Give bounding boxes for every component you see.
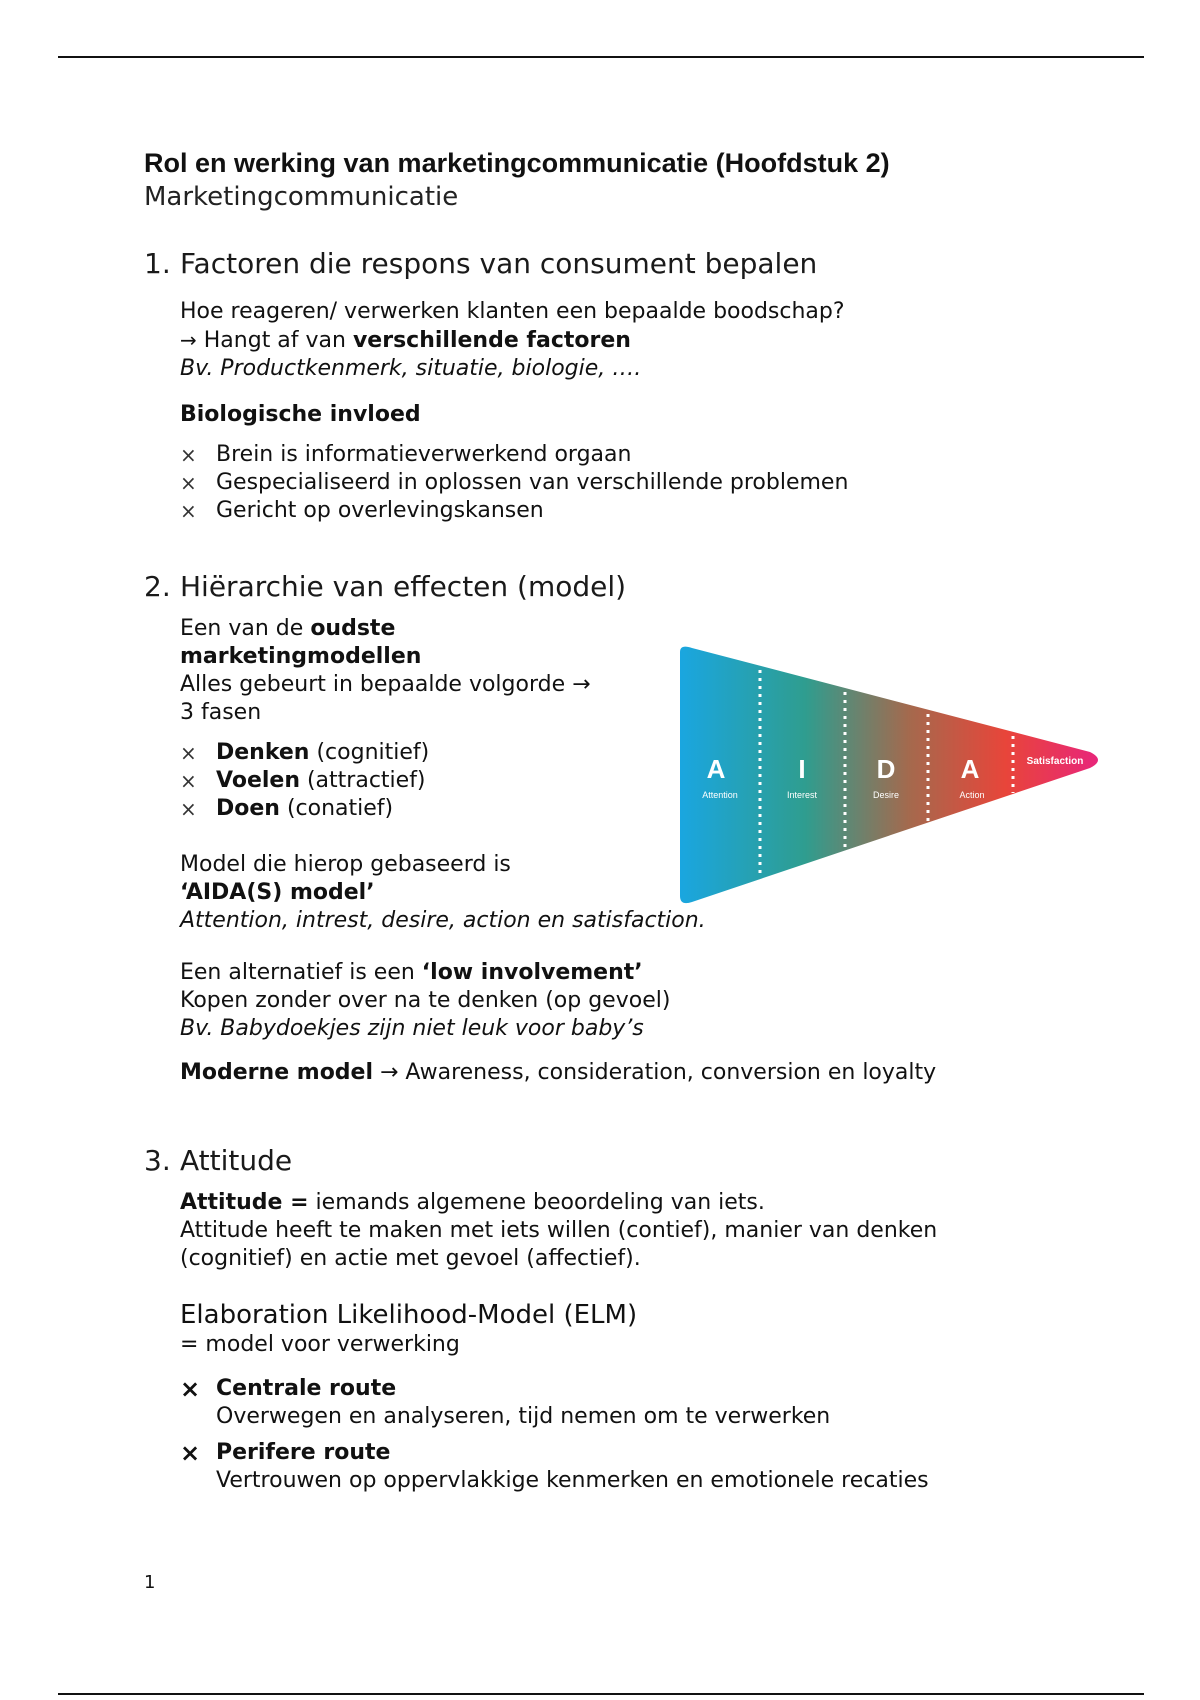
document-subtitle: Marketingcommunicatie <box>144 182 459 212</box>
model-description: Attention, intrest, desire, action en satisfaction. <box>180 908 706 933</box>
bio-heading: Biologische invloed <box>180 402 421 427</box>
list-item: × Gericht op overlevingskansen <box>180 498 544 523</box>
page-number: 1 <box>144 1572 156 1593</box>
alt-line-1: Een alternatief is een ‘low involvement’ <box>180 960 643 985</box>
attitude-line-3: (cognitief) en actie met gevoel (affectief). <box>180 1246 641 1271</box>
aida-label-action: Action <box>959 790 985 800</box>
top-rule <box>58 56 1144 58</box>
aida-funnel-diagram <box>670 640 1110 910</box>
alt-line-3: Bv. Babydoekjes zijn niet leuk voor baby’s <box>180 1016 644 1041</box>
list-item: × Denken (cognitief) <box>180 740 430 765</box>
section-1-number: 1. <box>144 247 171 280</box>
elm-subtitle: = model voor verwerking <box>180 1332 460 1357</box>
s2-line-4: 3 fasen <box>180 700 262 725</box>
document-title: Rol en werking van marketingcommunicatie (Hoofdstuk 2) <box>144 148 890 178</box>
aida-letter-attention: A <box>706 754 726 784</box>
cross-bullet-icon: × <box>180 443 197 467</box>
cross-bullet-icon: × <box>180 499 197 523</box>
section-3-body <box>180 1189 1104 1495</box>
s2-line-3: Alles gebeurt in bepaalde volgorde → <box>180 672 591 697</box>
cross-bullet-icon: × <box>180 741 197 765</box>
cross-bullet-icon: × <box>180 1375 201 1403</box>
cross-bullet-icon: × <box>180 797 197 821</box>
aida-label-attention: Attention <box>702 790 738 800</box>
cross-bullet-icon: × <box>180 1439 201 1467</box>
list-item: × Gespecialiseerd in oplossen van verschillende problemen <box>180 470 849 495</box>
bio-list <box>180 441 1104 525</box>
section-2-title: Hiërarchie van effecten (model) <box>180 570 627 603</box>
arrow-icon: → <box>180 328 197 352</box>
section-2-heading <box>144 569 1104 605</box>
model-name: ‘AIDA(S) model’ <box>180 880 375 905</box>
section-3-title: Attitude <box>180 1144 293 1177</box>
list-item: × Brein is informatieverwerkend orgaan <box>180 442 632 467</box>
attitude-definition: Attitude = iemands algemene beoordeling van iets. <box>180 1190 765 1215</box>
aida-label-satisfaction: Satisfaction <box>1026 756 1084 767</box>
list-item: × Doen (conatief) <box>180 796 394 821</box>
cross-bullet-icon: × <box>180 769 197 793</box>
section-1-body <box>180 298 1104 525</box>
model-intro: Model die hierop gebaseerd is <box>180 852 511 877</box>
aida-letter-action: A <box>960 754 980 784</box>
section-1-heading <box>144 246 1104 282</box>
elm-heading: Elaboration Likelihood-Model (ELM) <box>180 1300 638 1330</box>
section-3-heading <box>144 1143 1104 1179</box>
section-2-number: 2. <box>144 570 171 603</box>
attitude-line-2: Attitude heeft te maken met iets willen (contief), manier van denken <box>180 1218 938 1243</box>
cross-bullet-icon: × <box>180 471 197 495</box>
list-item: × Voelen (attractief) <box>180 768 426 793</box>
list-item: × Centrale route Overwegen en analyseren, tijd nemen om te verwerken <box>180 1375 831 1429</box>
aida-letter-desire: D <box>876 754 896 784</box>
elm-routes <box>180 1375 1104 1495</box>
aida-label-interest: Interest <box>786 790 818 800</box>
s2-line-1: Een van de oudste <box>180 616 396 641</box>
s1-dependency: → Hangt af van verschillende factoren <box>180 328 631 353</box>
section-3-number: 3. <box>144 1144 171 1177</box>
s1-example: Bv. Productkenmerk, situatie, biologie, …. <box>180 356 642 381</box>
alt-line-2: Kopen zonder over na te denken (op gevoel) <box>180 988 671 1013</box>
modern-model: Moderne model → Awareness, consideration, conversion en loyalty <box>180 1060 937 1085</box>
aida-letter-interest: I <box>798 754 806 784</box>
s1-question: Hoe reageren/ verwerken klanten een bepaalde boodschap? <box>180 299 845 324</box>
section-1-title: Factoren die respons van consument bepalen <box>180 247 818 280</box>
aida-label-desire: Desire <box>872 790 900 800</box>
bottom-rule <box>58 1693 1144 1695</box>
list-item: × Perifere route Vertrouwen op oppervlakkige kenmerken en emotionele recaties <box>180 1439 929 1493</box>
s2-line-2: marketingmodellen <box>180 644 422 669</box>
